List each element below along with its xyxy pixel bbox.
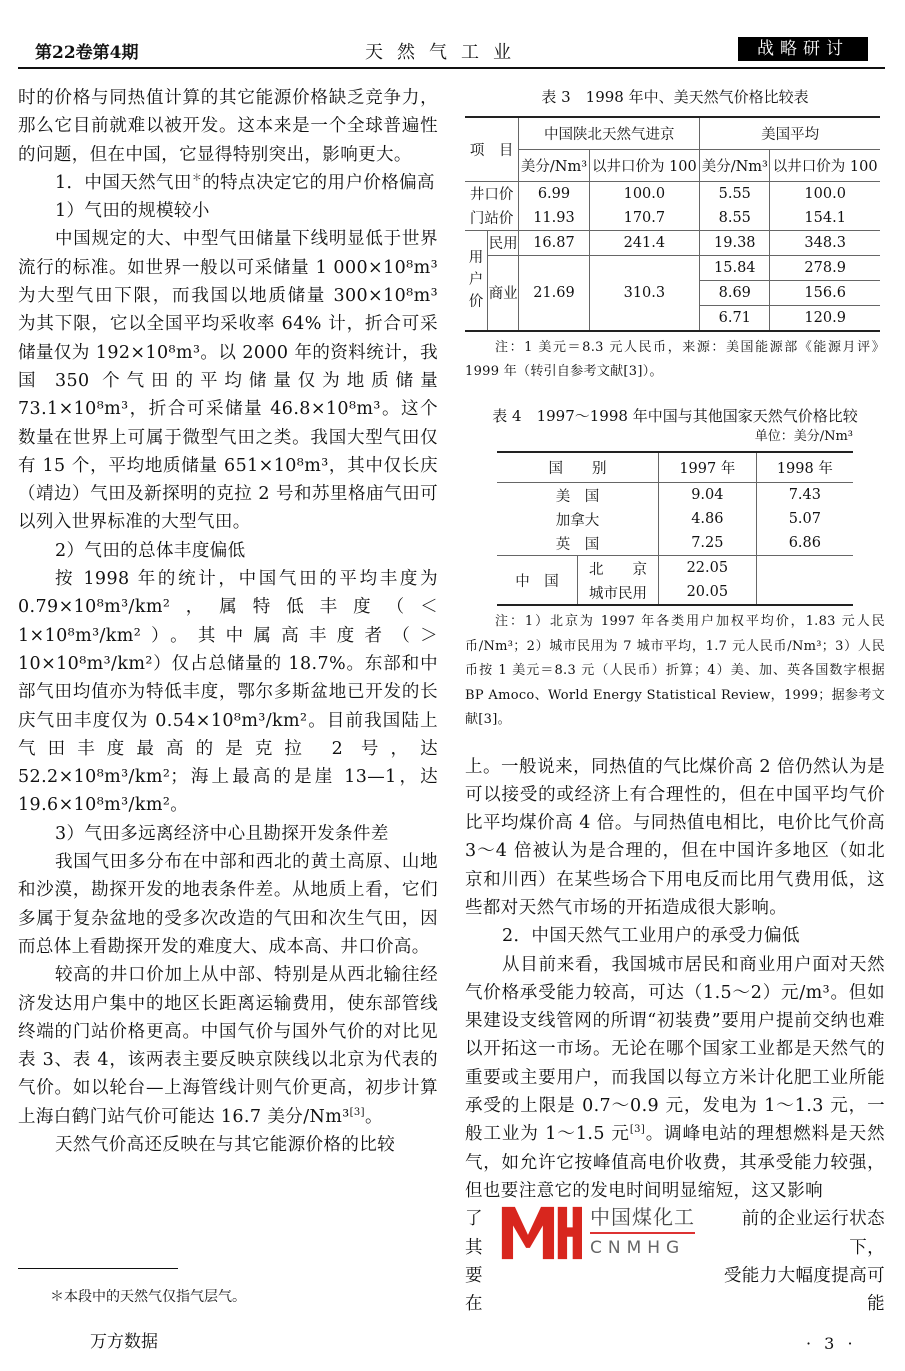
text-fragment: 要在: [465, 1265, 483, 1315]
subheading: 2）气田的总体丰度偏低: [55, 540, 246, 561]
cell: 19.38: [700, 230, 770, 255]
row-label: 民用: [488, 230, 519, 255]
cell: 241.4: [589, 230, 700, 255]
cell: 310.3: [589, 255, 700, 331]
heading-text: 1．中国天然气田: [55, 172, 192, 193]
table4: [497, 451, 853, 607]
cell: 156.6: [770, 280, 880, 305]
paragraph-text: 。调峰电站的理想燃料是天然气，如允许它按峰值高电价收费，其承受能力较强，但也要注意它的发电时间明显缩短，这又影响: [465, 1124, 885, 1201]
watermark: [500, 1205, 710, 1261]
paragraph: 时的价格与同热值计算的其它能源价格缺乏竞争力，那么它目前就难以被开发。这本来是一个全球普遍性的问题，但在中国，它显得特别突出，影响更大。: [18, 88, 438, 165]
subheader-index: 以井口价为 100: [589, 149, 700, 181]
line-starts: [465, 1205, 500, 1318]
line-ends: [710, 1205, 885, 1318]
subheader-cents: 美分/Nm³: [519, 149, 589, 181]
label-char: 价: [468, 294, 484, 310]
cell: 15.84: [700, 255, 770, 280]
heading-text-cont: 的特点决定它的用户价格偏高: [202, 172, 435, 193]
cell: 6.86: [756, 531, 853, 556]
watermark-lines: [465, 1205, 885, 1318]
cell: [756, 556, 853, 606]
journal-title: 天然气工业: [365, 42, 525, 63]
header-country: 国 别: [548, 460, 607, 477]
table4-note: 注：1）北京为 1997 年各类用户加权平均价，1.83 元人民币/Nm³；2）城市民用为 7 城市平均，1.7 元人民币/Nm³；3）人民币按 1 美元＝8.3 元（人民币）折算；4）美、加、英各国数字根据 BP Amoco、World Energy Statistical Review，1999；据参考文献[3]。: [465, 614, 885, 727]
text-fragment: 了其: [465, 1209, 483, 1258]
right-column: [465, 86, 885, 1318]
cell: 20.05: [659, 580, 757, 605]
header-china: 中国陕北天然气进京: [519, 117, 700, 149]
cell: 100.0: [770, 181, 880, 206]
left-column: [18, 84, 438, 1159]
table-row: [497, 556, 853, 581]
cell: 6.99: [519, 181, 589, 206]
label-char: 用: [468, 250, 484, 266]
text-fragment: 前的企业运行状态下，: [741, 1209, 885, 1258]
paragraph: [465, 951, 885, 1206]
header-rule: [18, 67, 885, 69]
table-row: [497, 531, 853, 556]
table-row: [497, 483, 853, 508]
watermark-text-cn: 中国煤化工: [590, 1205, 696, 1230]
cell: 11.93: [519, 206, 589, 231]
cell: 170.7: [589, 206, 700, 231]
citation: [3]: [349, 1106, 365, 1118]
cell: 9.04: [659, 483, 757, 508]
row-label: 商业: [488, 255, 519, 331]
cell: 5.55: [700, 181, 770, 206]
footnote-rule: [18, 1268, 178, 1269]
row-label: 井口价: [465, 181, 519, 206]
section-heading-2: 2．中国天然气工业用户的承受力偏低: [502, 926, 800, 947]
table-row: [465, 181, 880, 206]
table3-caption: 表 3 1998 年中、美天然气价格比较表: [541, 88, 809, 106]
cell: 21.69: [519, 255, 589, 331]
subheading: 3）气田多远离经济中心且勘探开发条件差: [55, 823, 389, 844]
cell: 120.9: [770, 305, 880, 331]
row-label: 加拿大: [555, 512, 600, 529]
paragraph: 按 1998 年的统计，中国气田的平均丰度为 0.79×10⁸m³/km²，属特低丰度（＜1×10⁸m³/km²）。其中属高丰度者（＞10×10⁸m³/km²）仅占总储量的 18.7%。东部和中部气田均值亦为特低丰度，鄂尔多斯盆地已开发的长庆气田丰度仅为 0.54×10⁸m³/km²。目前我国陆上气田丰度最高的是克拉 2 号，达 52.2×10⁸m³/km²；海上最高的是崖 13—1，达 19.6×10⁸m³/km²。: [18, 569, 438, 816]
source-label: 万方数据: [90, 1332, 158, 1352]
cell: 8.69: [700, 280, 770, 305]
right-body: [465, 753, 885, 1319]
row-label: 中 国: [515, 573, 559, 590]
volume-issue: 第22卷第4期: [35, 43, 139, 63]
footnote-marker: ＊: [191, 173, 203, 185]
paragraph: 上。一般说来，同热值的气比煤价高 2 倍仍然认为是可以接受的或经济上有合理性的，但在中国平均气价比平均煤价高 4 倍。与同热值电相比，电价比气价高 3～4 倍被认为是合理的，但在中国许多地区（如北京和川西）在某些场合下用电反而比用气费用低，这些都对天然气市场的开拓造成很大影响。: [465, 756, 885, 918]
cell: 16.87: [519, 230, 589, 255]
table4-caption: 表 4 1997～1998 年中国与其他国家天然气价格比较: [492, 406, 858, 425]
cell: 348.3: [770, 230, 880, 255]
paragraph: 我国气田多分布在中部和西北的黄土高原、山地和沙漠，勘探开发的地表条件差。从地质上看，它们多属于复杂盆地的受多次改造的气田和次生气田，因而总体上看勘探开发的难度大、成本高、井口价高。: [18, 852, 438, 957]
citation: [3]: [629, 1124, 646, 1136]
cell: 4.86: [659, 507, 757, 531]
row-sublabel: 城市民用: [578, 580, 659, 605]
paragraph: [18, 961, 438, 1131]
subheading: 1）气田的规模较小: [55, 201, 210, 222]
paragraph: 天然气价高还反映在与其它能源价格的比较: [55, 1134, 396, 1155]
cell: 278.9: [770, 255, 880, 280]
watermark-rule: [590, 1232, 695, 1234]
cell: 5.07: [756, 507, 853, 531]
header-1998: 1998 年: [756, 452, 853, 483]
text-fragment: 受能力大幅度提高可能: [723, 1265, 885, 1315]
footnote: ＊本段中的天然气仅指气层气。: [50, 1289, 246, 1305]
period: 。: [364, 1106, 383, 1127]
section-heading-1: [18, 169, 438, 197]
table-row: [465, 230, 880, 255]
cell: 100.0: [589, 181, 700, 206]
cell: 7.25: [659, 531, 757, 556]
cell: 6.71: [700, 305, 770, 331]
watermark-text-en: CNMHG: [590, 1238, 686, 1259]
header-item: 项 目: [465, 117, 519, 181]
user-price-label: [465, 230, 488, 331]
cell: 8.55: [700, 206, 770, 231]
table-row: [497, 507, 853, 531]
row-label: 门站价: [465, 206, 519, 231]
row-label: 美 国: [555, 488, 600, 505]
section-badge: 战略研讨: [738, 37, 868, 61]
row-sublabel: 北 京: [578, 556, 659, 581]
paragraph: 中国规定的大、中型气田储量下线明显低于世界流行的标准。如世界一般以可采储量 1 000×10⁸m³ 为大型气田下限，而我国以地质储量 300×10⁸m³ 为其下限，它以全国平均采收率 64% 计，折合可采储量仅为 192×10⁸m³。以 2000 年的资料统计，我国 350 个气田的平均储量仅为地质储量 73.1×10⁸m³，折合可采储量 46.8×10⁸m³。这个数量在世界上可属于微型气田之类。我国大型气田仅有 15 个，平均地质储量 651×10⁸m³，其中仅长庆（靖边）气田及新探明的克拉 2 号和苏里格庙气田可以列入世界标准的大型气田。: [18, 229, 438, 533]
paragraph-text: 从目前来看，我国城市居民和商业用户面对天然气价格承受能力较高，可达（1.5～2）元/m³。但如果建设支线管网的所谓“初装费”要用户提前交纳也难以开拓这一市场。无论在哪个国家工业都是天然气的重要或主要用户，而我国以每立方米计化肥工业所能承受的上限是 0.7～0.9 元，发电为 1～1.3 元，一般工业为 1～1.5 元: [465, 954, 885, 1145]
table-row: [465, 255, 880, 280]
page-number: · 3 ·: [806, 1334, 857, 1353]
cell: 22.05: [659, 556, 757, 581]
table4-unit: 单位：美分/Nm³: [754, 428, 853, 444]
subheader-cents: 美分/Nm³: [700, 149, 770, 181]
cell: 154.1: [770, 206, 880, 231]
row-label: 英 国: [555, 536, 600, 553]
watermark-logo-icon: [500, 1205, 582, 1261]
header-1997: 1997 年: [659, 452, 757, 483]
table3-note: 注：1 美元＝8.3 元人民币，来源：美国能源部《能源月评》1999 年（转引自参考文献[3]）。: [465, 339, 885, 379]
paragraph-text: 较高的井口价加上从中部、特别是从西北输往经济发达用户集中的地区长距离运输费用，使东部管线终端的门站价格更高。中国气价与国外气价的对比见表 3、表 4，该两表主要反映京陕线以北京为代表的气价。如以轮台—上海管线计则气价更高，初步计算上海白鹤门站气价可能达 16.7 美分/Nm³: [18, 965, 438, 1127]
label-char: 户: [468, 272, 484, 288]
table-row: [465, 206, 880, 231]
subheader-index: 以井口价为 100: [770, 149, 880, 181]
table3: [465, 116, 880, 332]
cell: 7.43: [756, 483, 853, 508]
header-us: 美国平均: [700, 117, 880, 149]
